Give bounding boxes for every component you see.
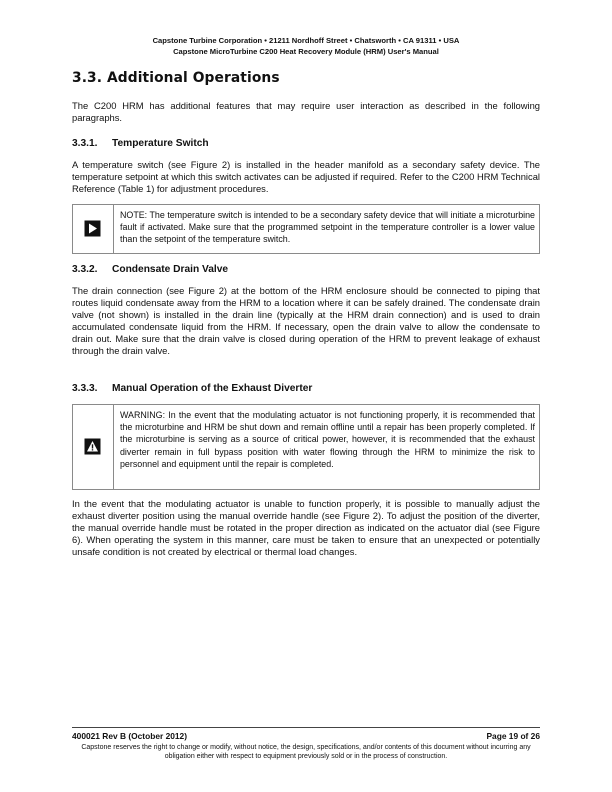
subsection-title: Temperature Switch — [112, 138, 209, 149]
warning-box — [72, 404, 540, 490]
note-arrow-icon — [84, 220, 101, 237]
subsection-heading-exhaust-diverter — [72, 383, 312, 394]
warning-triangle-icon — [84, 438, 101, 455]
subsection-number: 3.3.1. — [72, 138, 98, 149]
header-address: Capstone Turbine Corporation • 21211 Nordhoff Street • Chatsworth • CA 91311 • USA — [152, 36, 460, 45]
subsection-number: 3.3.3. — [72, 383, 98, 394]
exhaust-diverter-body: In the event that the modulating actuator is unable to function properly, it is possible to manually adjust the exhaust diverter position using the manual override handle (see Figure 2). To adjust the position of the diverter, the manual override handle must be rotated in the proper direction as indicated on the actuator dial (see Figure 6). When operating the system in this manner, care must be taken to ensure that an unexpected or potentially unsafe condition is not created by electrical or thermal load changes. — [72, 498, 540, 558]
subsection-title: Manual Operation of the Exhaust Diverter — [112, 383, 313, 394]
note-icon-cell — [73, 205, 114, 253]
section-intro: The C200 HRM has additional features that may require user interaction as described in the following paragraphs. — [72, 100, 540, 124]
note-text: NOTE: The temperature switch is intended to be a secondary safety device that will initiate a microturbine fault if activated. Make sure that the programmed setpoint in the temperature controller is a lower value than the setpoint of the temperature switch. — [120, 210, 535, 245]
footer-page-number: Page 19 of 26 — [486, 731, 540, 741]
header-manual-title: Capstone MicroTurbine C200 Heat Recovery Module (HRM) User's Manual — [173, 46, 439, 56]
footer-divider — [72, 727, 540, 728]
footer-disclaimer: Capstone reserves the right to change or modify, without notice, the design, specifications, and/or contents of this document without incurring any obligation either with respect to equipment previously sold or in the process of construction. — [81, 744, 531, 761]
subsection-number: 3.3.2. — [72, 264, 98, 275]
note-box — [72, 204, 540, 254]
subsection-heading-temperature-switch — [72, 138, 209, 149]
warning-icon-cell — [73, 405, 114, 489]
warning-text: WARNING: In the event that the modulating actuator is not functioning properly, it is recommended that the microturbine and HRM be shut down and remain offline until a repair has been properly completed. If the microturbine is serving as a source of critical power, however, it is recommended that the exhaust diverter remain in full bypass position with water flowing through the HRM to minimize the risk to personnel and equipment until the repair is completed. — [120, 410, 535, 469]
subsection-title: Condensate Drain Valve — [112, 264, 229, 275]
footer-doc-id: 400021 Rev B (October 2012) — [72, 731, 187, 741]
temperature-switch-body: A temperature switch (see Figure 2) is installed in the header manifold as a secondary safety device. The temperature setpoint at which this switch activates can be adjusted if required. Refer to the C200 HRM Technical Reference (Table 1) for adjustment procedures. — [72, 159, 540, 195]
section-title: 3.3. Additional Operations — [72, 70, 280, 86]
subsection-heading-condensate-drain-valve — [72, 264, 228, 275]
condensate-drain-body: The drain connection (see Figure 2) at the bottom of the HRM enclosure should be connected to piping that routes liquid condensate away from the HRM to a location where it can be safely drained. The condensate drain valve (not shown) is installed in the drain line (typically at the HRM drain connection) and is used to drain accumulated condensate liquid from the HRM. If necessary, open the drain valve to allow the condensate to drain out. Make sure that the drain valve is closed during operation of the HRM to prevent leakage of exhaust through the drain valve. — [72, 285, 540, 357]
